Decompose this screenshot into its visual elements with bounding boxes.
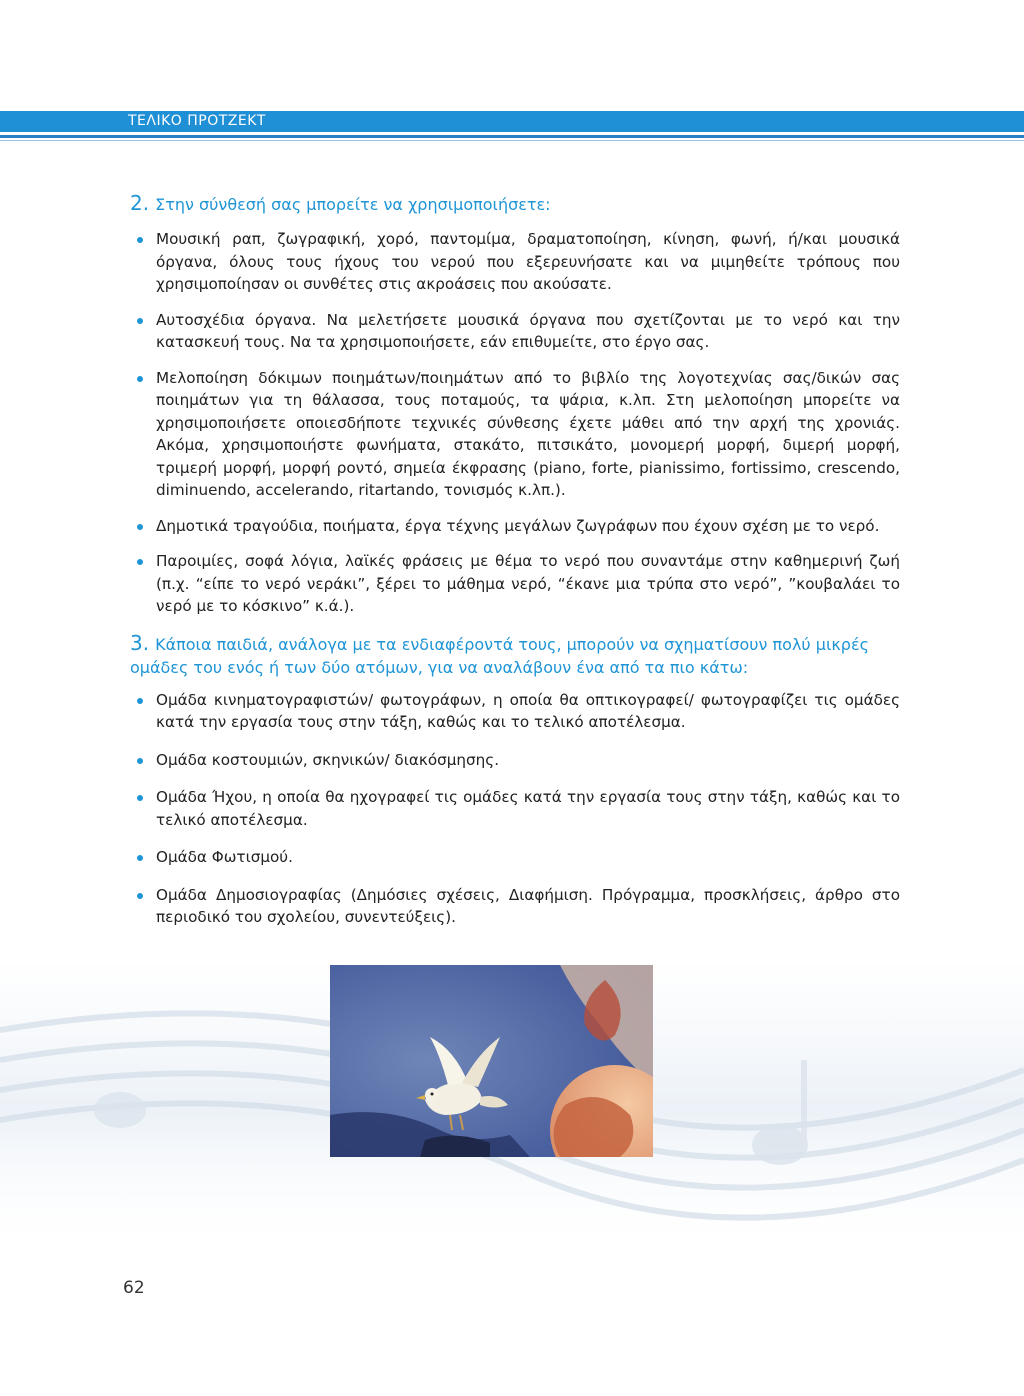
bullet-icon bbox=[137, 698, 143, 704]
list-item-text: Ομάδα Δημοσιογραφίας (Δημόσιες σχέσεις, Διαφήμιση. Πρόγραμμα, προσκλήσεις, άρθρο στο περιοδικό του σχολείου, συνεντεύξεις). bbox=[156, 885, 900, 926]
list-item bbox=[130, 846, 900, 869]
list-item bbox=[130, 367, 900, 502]
section-3-title-text: Κάποια παιδιά, ανάλογα με τα ενδιαφέροντά τους, μπορούν να σχηματίσουν πολύ μικρές ομάδες του ενός ή των δύο ατόμων, για να αναλάβουν ένα από τα πιο κάτω: bbox=[130, 634, 869, 677]
list-item bbox=[130, 228, 900, 296]
section-2-list bbox=[130, 228, 900, 618]
list-item bbox=[130, 550, 900, 618]
list-item-text: Αυτοσχέδια όργανα. Να μελετήσετε μουσικά όργανα που σχετίζονται με το νερό και την κατασκευή τους. Να τα χρησιμοποιήσετε, εάν επιθυμείτε, στο έργο σας. bbox=[156, 310, 900, 351]
list-item-text: Ομάδα κοστουμιών, σκηνικών/ διακόσμησης. bbox=[156, 750, 500, 769]
bullet-icon bbox=[137, 318, 143, 324]
section-2-title-text: Στην σύνθεσή σας μπορείτε να χρησιμοποιήσετε: bbox=[155, 195, 551, 214]
section-2-title bbox=[130, 192, 900, 216]
list-item-text: Μελοποίηση δόκιμων ποιημάτων/ποιημάτων από το βιβλίο της λογοτεχνίας σας/δικών σας ποιημάτων για τη θάλασσα, τους ποταμούς, τα ψάρια, κ.λπ. Στη μελοποίηση μπορείτε να χρησιμοποιήσετε οποιεσδήποτε τεχνικές σύνθεσης έχετε μάθει από την αρχή της χρονιάς. Ακόμα, χρησιμοποιήστε φωνήματα, στακάτο, πιτσικάτο, μονομερή μορφή, διμερή μορφή, τριμερή μορφή, μορφή ροντό, σημεία έκφρασης (piano, forte, pianissimo, fortissimo, crescendo, diminuendo, accelerando, ritartando, τονισμός κ.λπ.). bbox=[156, 368, 900, 499]
page-content bbox=[130, 192, 900, 944]
section-3-title bbox=[130, 632, 900, 679]
list-item bbox=[130, 309, 900, 354]
list-item bbox=[130, 689, 900, 734]
bullet-icon bbox=[137, 855, 143, 861]
list-item-text: Ομάδα κινηματογραφιστών/ φωτογράφων, η οποία θα οπτικογραφεί/ φωτογραφίζει τις ομάδες κατά την εργασία τους στην τάξη, καθώς και το τελικό αποτέλεσμα. bbox=[156, 690, 900, 731]
list-item-text: Μουσική ραπ, ζωγραφική, χορό, παντομίμα, δραματοποίηση, κίνηση, φωνή, ή/και μουσικά όργανα, όλους τους ήχους του νερού που εξερευνήσατε και να μιμηθείτε τρόπους που χρησιμοποίησαν οι συνθέτες στις ακροάσεις που ακούσατε. bbox=[156, 230, 900, 293]
list-item bbox=[130, 749, 900, 772]
list-item-text: Παροιμίες, σοφά λόγια, λαϊκές φράσεις με θέμα το νερό που συναντάμε στην καθημερινή ζωή (π.χ. “είπε το νερό νεράκι”, ξέρει το μάθημα νερό, “έκανε μια τρύπα στο νερό”, ”κουβαλάει το νερό με το κόσκινο” κ.ά.). bbox=[156, 552, 900, 615]
bullet-icon bbox=[137, 758, 143, 764]
bullet-icon bbox=[137, 524, 143, 530]
bullet-icon bbox=[137, 795, 143, 801]
bullet-icon bbox=[137, 559, 143, 565]
section-3-number: 3. bbox=[130, 630, 150, 655]
header-rule bbox=[0, 135, 1024, 138]
list-item bbox=[130, 515, 900, 538]
list-item-text: Ομάδα Φωτισμού. bbox=[156, 848, 293, 866]
bullet-icon bbox=[137, 237, 143, 243]
page-number: 62 bbox=[123, 1278, 145, 1298]
bullet-icon bbox=[137, 376, 143, 382]
list-item bbox=[130, 884, 900, 929]
section-2-number: 2. bbox=[130, 191, 150, 215]
bird-painting bbox=[330, 965, 653, 1157]
header-rule-thin bbox=[0, 140, 1024, 141]
bullet-icon bbox=[137, 893, 143, 899]
section-3-list bbox=[130, 689, 900, 929]
list-item-text: Δημοτικά τραγούδια, ποιήματα, έργα τέχνης μεγάλων ζωγράφων που έχουν σχέση με το νερό. bbox=[156, 516, 880, 535]
list-item bbox=[130, 786, 900, 831]
header-label: ΤΕΛΙΚΟ ΠΡΟΤΖΕΚΤ bbox=[128, 113, 266, 129]
list-item-text: Ομάδα Ήχου, η οποία θα ηχογραφεί τις ομάδες κατά την εργασία τους στην τάξη, καθώς και το τελικό αποτέλεσμα. bbox=[156, 788, 900, 829]
